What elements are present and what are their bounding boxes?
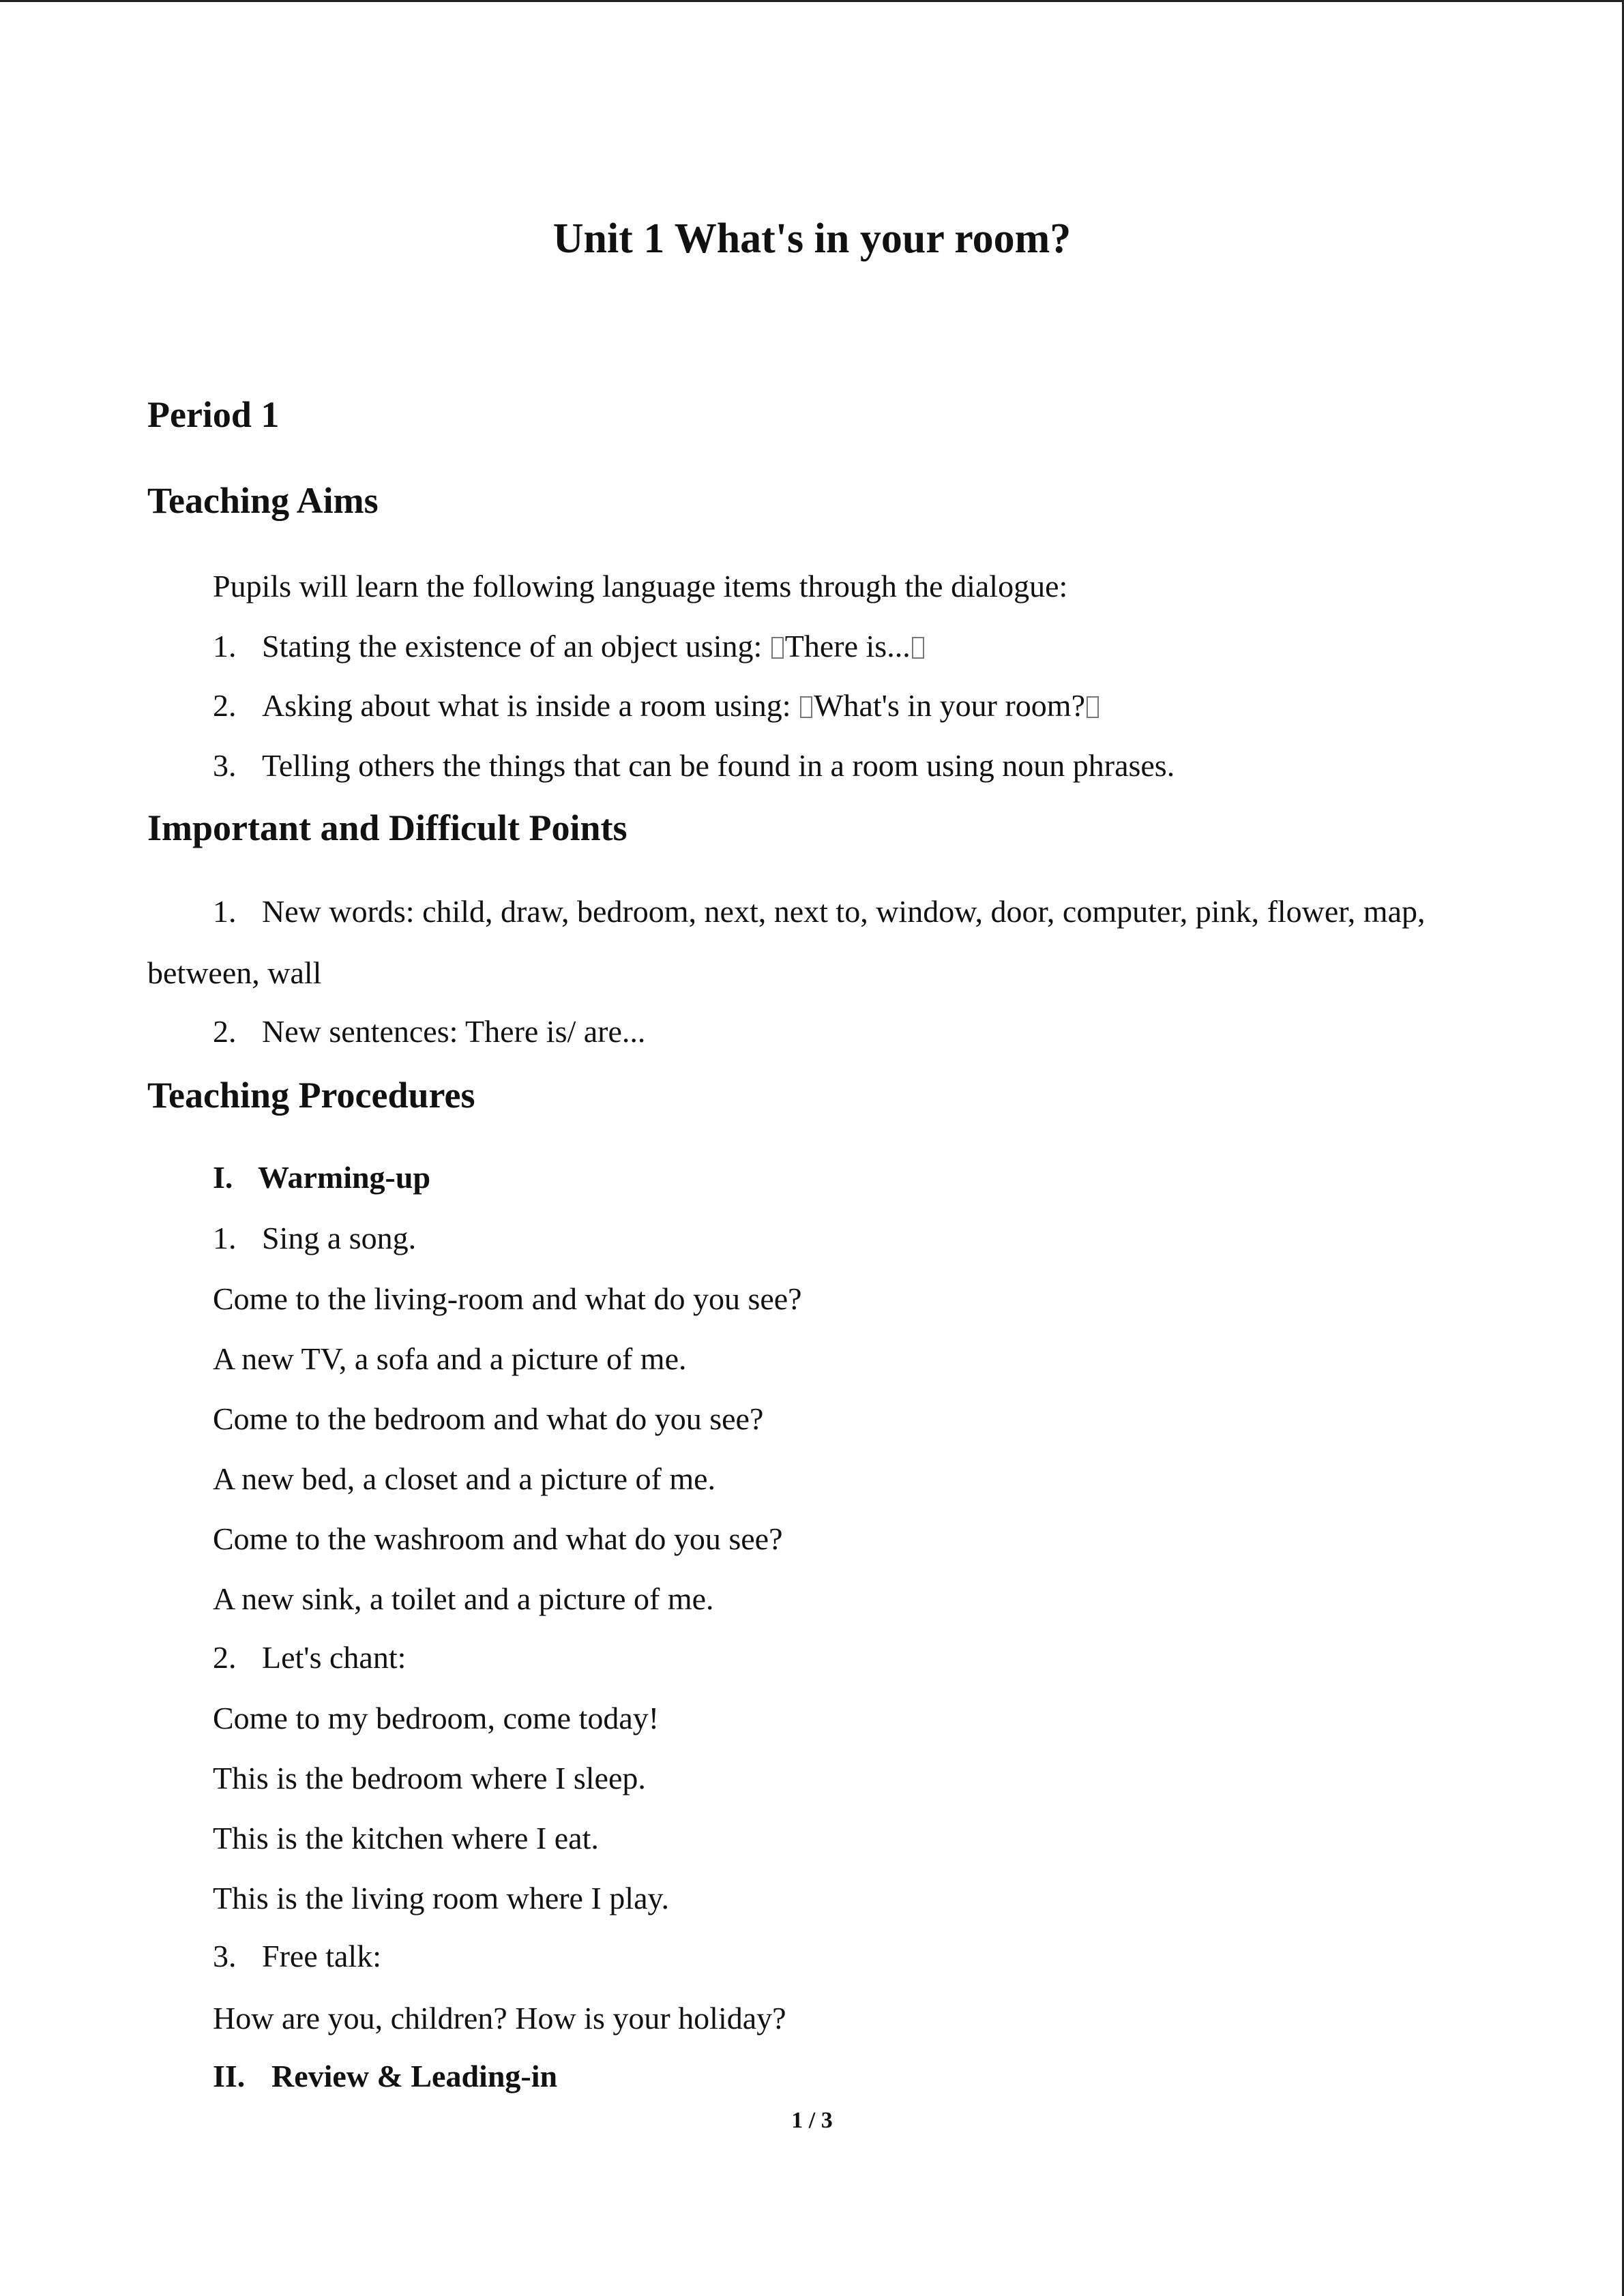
aim-item-text: Telling others the things that can be found in a room using noun phrases. xyxy=(262,748,1175,783)
step-number: 1. xyxy=(213,1221,237,1255)
step-text: Let's chant: xyxy=(262,1640,407,1675)
song-line: A new bed, a closet and a picture of me. xyxy=(213,1461,716,1496)
aim-item-quote: There is... xyxy=(784,629,911,664)
section-number: II. xyxy=(213,2059,246,2093)
step-text: Sing a song. xyxy=(262,1221,417,1255)
aim-item-number: 2. xyxy=(213,688,237,723)
chant-line: Come to my bedroom, come today! xyxy=(213,1701,660,1735)
aim-item-text: Stating the existence of an object using: xyxy=(262,629,770,664)
song-line: Come to the washroom and what do you see? xyxy=(213,1521,783,1556)
section-warming-up xyxy=(213,1159,430,1195)
step-lets-chant xyxy=(213,1639,406,1675)
chant-line: This is the bedroom where I sleep. xyxy=(213,1761,646,1795)
section-review-leading-in xyxy=(213,2058,557,2094)
point-text: New sentences: There is/ are... xyxy=(262,1014,646,1049)
song-line: A new sink, a toilet and a picture of me. xyxy=(213,1581,714,1616)
aim-item-number: 3. xyxy=(213,748,237,783)
missing-glyph-icon xyxy=(912,637,924,659)
missing-glyph-icon xyxy=(1087,696,1099,718)
song-line: Come to the bedroom and what do you see? xyxy=(213,1401,764,1436)
step-number: 3. xyxy=(213,1939,237,1973)
point-number: 1. xyxy=(213,894,237,929)
aim-item-2 xyxy=(213,687,1100,724)
song-line: Come to the living-room and what do you see? xyxy=(213,1281,802,1316)
step-text: Free talk: xyxy=(262,1939,381,1973)
important-point-1-line-2: between, wall xyxy=(147,955,322,990)
section-title: Review & Leading-in xyxy=(271,2059,558,2093)
aim-item-number: 1. xyxy=(213,629,237,664)
point-text: New words: child, draw, bedroom, next, next to, window, door, computer, pink, flower, map, xyxy=(262,894,1426,929)
teaching-aims-intro: Pupils will learn the following language items through the dialogue: xyxy=(213,569,1068,603)
document-title: Unit 1 What's in your room? xyxy=(552,215,1072,262)
section-title: Warming-up xyxy=(258,1160,431,1195)
chant-line: This is the kitchen where I eat. xyxy=(213,1821,599,1855)
aim-item-1 xyxy=(213,628,926,664)
important-point-2 xyxy=(213,1013,645,1049)
aim-item-3 xyxy=(213,747,1175,784)
important-points-heading: Important and Difficult Points xyxy=(147,807,628,848)
step-sing-a-song xyxy=(213,1220,416,1256)
aim-item-quote: What's in your room? xyxy=(814,688,1085,723)
aim-item-text: Asking about what is inside a room using: xyxy=(262,688,799,723)
song-line: A new TV, a sofa and a picture of me. xyxy=(213,1341,687,1376)
page-number: 1 / 3 xyxy=(791,2108,833,2133)
important-point-1-line-1 xyxy=(213,893,1425,929)
point-number: 2. xyxy=(213,1014,237,1049)
teaching-procedures-heading: Teaching Procedures xyxy=(147,1075,475,1116)
step-free-talk xyxy=(213,1938,381,1974)
teaching-aims-heading: Teaching Aims xyxy=(147,480,379,521)
section-number: I. xyxy=(213,1160,233,1195)
period-heading: Period 1 xyxy=(147,394,280,435)
chant-line: This is the living room where I play. xyxy=(213,1881,669,1915)
missing-glyph-icon xyxy=(771,637,784,659)
step-number: 2. xyxy=(213,1640,237,1675)
missing-glyph-icon xyxy=(800,696,812,718)
free-talk-line: How are you, children? How is your holiday? xyxy=(213,2001,786,2036)
